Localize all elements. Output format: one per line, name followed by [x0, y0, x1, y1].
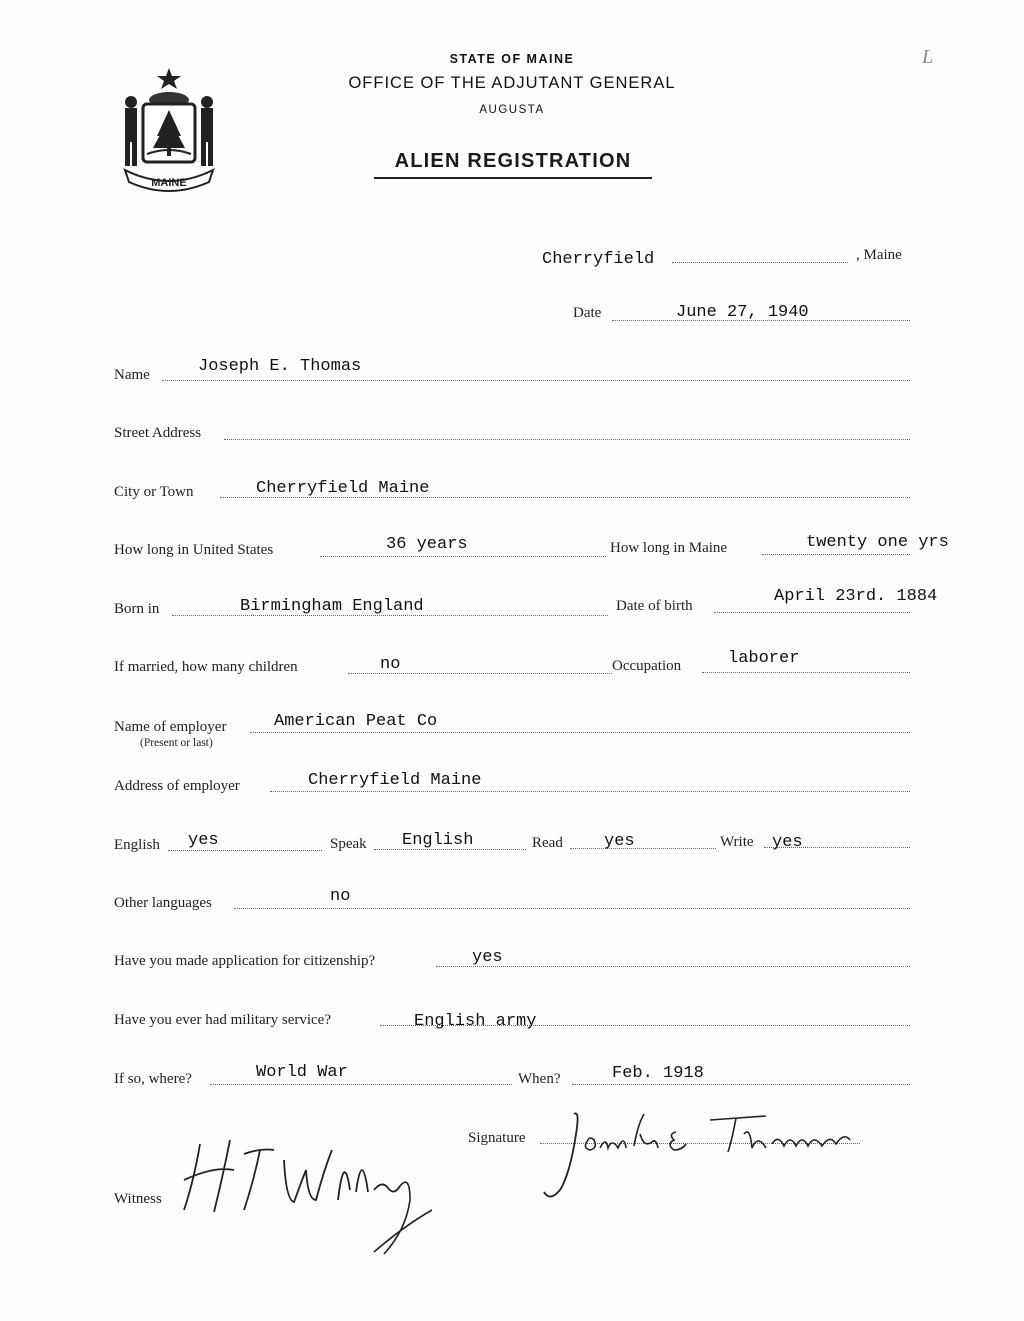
employer-line	[250, 732, 910, 733]
date-label: Date	[573, 305, 602, 321]
state-heading: STATE OF MAINE	[449, 52, 575, 66]
name-line	[162, 380, 910, 381]
place-line	[672, 262, 848, 263]
place-value: Cherryfield	[542, 250, 655, 269]
form-title: ALIEN REGISTRATION	[374, 150, 652, 179]
citizenship-value: yes	[472, 948, 503, 967]
maine-label: How long in Maine	[610, 540, 728, 556]
maine-line	[762, 554, 910, 555]
read-value: yes	[604, 832, 635, 851]
city-label: City or Town	[114, 484, 194, 500]
where-label: If so, where?	[114, 1071, 192, 1087]
emp-address-value: Cherryfield Maine	[308, 771, 482, 790]
where-line	[210, 1084, 512, 1085]
us-label: How long in United States	[114, 542, 274, 558]
occupation-label: Occupation	[612, 658, 682, 674]
speak-label: Speak	[330, 836, 367, 852]
when-line	[572, 1084, 910, 1085]
read-line	[570, 848, 716, 849]
date-value: June 27, 1940	[676, 303, 809, 322]
emp-address-line	[270, 791, 910, 792]
maine-value: twenty one yrs	[806, 533, 949, 552]
write-label: Write	[720, 834, 754, 850]
english-label: English	[114, 837, 160, 853]
dob-label: Date of birth	[616, 598, 693, 614]
other-lang-line	[234, 908, 910, 909]
citizenship-label: Have you made application for citizenship?	[114, 953, 376, 969]
employer-label: Name of employer	[114, 719, 227, 735]
seal-text: MAINE	[151, 177, 187, 189]
born-label: Born in	[114, 601, 160, 617]
children-label: If married, how many children	[114, 659, 298, 675]
us-line	[320, 556, 606, 557]
where-value: World War	[256, 1063, 348, 1082]
other-lang-value: no	[330, 887, 351, 906]
corner-mark: L	[922, 46, 934, 68]
signature-label: Signature	[468, 1130, 526, 1146]
read-label: Read	[532, 835, 563, 851]
military-value: English army	[414, 1012, 537, 1031]
other-lang-label: Other languages	[114, 895, 212, 911]
city-heading: AUGUSTA	[479, 104, 545, 116]
witness-signature	[174, 1130, 444, 1260]
write-value: yes	[772, 833, 803, 852]
employer-value: American Peat Co	[274, 712, 438, 731]
city-value: Cherryfield Maine	[256, 479, 430, 498]
born-value: Birmingham England	[240, 597, 424, 616]
witness-label: Witness	[114, 1191, 162, 1207]
military-label: Have you ever had military service?	[114, 1012, 331, 1028]
us-value: 36 years	[386, 535, 468, 554]
when-value: Feb. 1918	[612, 1064, 704, 1083]
children-value: no	[380, 655, 401, 674]
when-label: When?	[518, 1071, 561, 1087]
occupation-value: laborer	[728, 649, 800, 668]
name-value: Joseph E. Thomas	[198, 357, 362, 376]
handwritten-signature	[540, 1104, 870, 1214]
office-heading: OFFICE OF THE ADJUTANT GENERAL	[348, 74, 676, 92]
dob-line	[714, 612, 910, 613]
citizenship-line	[436, 966, 910, 967]
street-line	[224, 439, 910, 440]
speak-value: English	[402, 831, 474, 850]
english-line	[168, 850, 322, 851]
street-label: Street Address	[114, 425, 202, 441]
place-suffix: , Maine	[856, 247, 902, 263]
name-label: Name	[114, 367, 150, 383]
occupation-line	[702, 672, 910, 673]
dob-value: April 23rd. 1884	[774, 587, 938, 606]
emp-address-label: Address of employer	[114, 778, 240, 794]
employer-sublabel: (Present or last)	[140, 737, 213, 749]
english-value: yes	[188, 831, 219, 850]
